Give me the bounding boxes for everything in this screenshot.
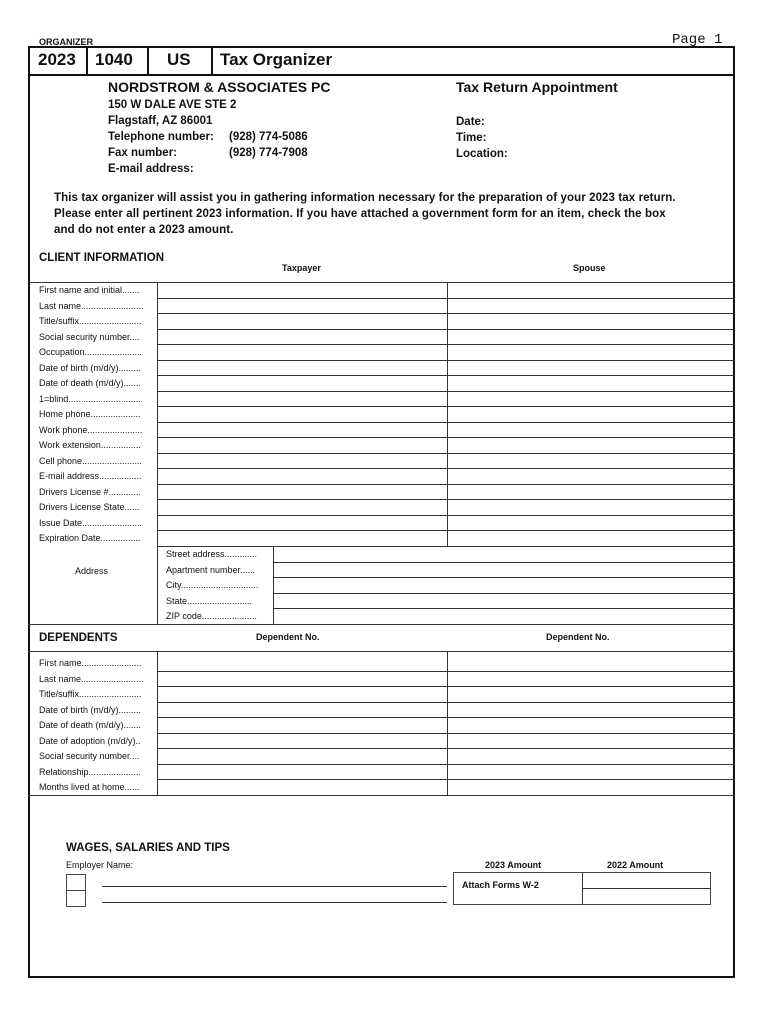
dependents-title: DEPENDENTS [39,632,118,644]
header-form: 1040 [95,50,133,69]
firm-address1: 150 W DALE AVE STE 2 [108,99,237,111]
address-field[interactable] [274,594,734,608]
client-field[interactable] [448,314,734,328]
client-row-label: E-mail address................. [39,471,142,481]
dependent-field[interactable] [448,672,734,686]
client-field[interactable] [158,314,446,328]
client-field[interactable] [448,361,734,375]
client-field[interactable] [448,423,734,437]
address-field[interactable] [274,563,734,577]
client-row-label: Social security number.... [39,331,140,342]
client-row-label: 1=blind............................. [39,393,141,404]
dependent-field[interactable] [448,765,734,779]
client-field[interactable] [448,500,734,514]
client-field[interactable] [158,531,446,545]
client-field[interactable] [448,531,734,545]
client-field[interactable] [448,438,734,452]
client-field[interactable] [448,485,734,499]
taxpayer-header: Taxpayer [282,263,321,273]
client-field[interactable] [448,283,734,297]
address-row-label: City............................... [166,580,259,590]
employer-line-2[interactable] [102,902,447,903]
client-label-column [39,283,144,547]
dependent-field[interactable] [158,780,446,794]
dependent-field[interactable] [158,718,446,732]
dependent-row-label: Last name......................... [39,673,144,684]
address-row-label: State.......................... [166,595,253,606]
page-number: Page 1 [672,32,723,48]
client-field[interactable] [448,469,734,483]
dependent-field[interactable] [448,734,734,748]
dependent-col2-header: Dependent No. [546,632,610,642]
client-field[interactable] [448,454,734,468]
wage-amount-box [453,872,711,905]
client-field[interactable] [158,283,446,297]
client-row-label: Expiration Date................ [39,533,141,543]
client-field[interactable] [448,299,734,313]
employer-line-1[interactable] [102,886,447,887]
wage-checkbox-2[interactable] [66,890,86,907]
telephone-label: Telephone number: [108,131,214,143]
client-field[interactable] [158,392,446,406]
firm-address2: Flagstaff, AZ 86001 [108,115,213,127]
client-field[interactable] [158,516,446,530]
client-field[interactable] [448,407,734,421]
wage-checkbox-1[interactable] [66,874,86,891]
address-label-column [166,547,258,625]
client-field[interactable] [158,361,446,375]
client-row-label: Drivers License #............. [39,486,142,497]
dependent-row-label: Months lived at home...... [39,782,140,792]
dependent-field[interactable] [158,672,446,686]
client-field[interactable] [448,392,734,406]
employer-label: Employer Name: [66,860,134,870]
dependent-row-label: Date of adoption (m/d/y).. [39,735,141,746]
address-field[interactable] [274,578,734,592]
client-row-label: Occupation....................... [39,347,143,357]
client-row-label: Issue Date........................ [39,517,143,528]
dependent-field[interactable] [158,765,446,779]
appointment-time: Time: [456,132,487,144]
dependent-field[interactable] [448,703,734,717]
dependent-field[interactable] [158,749,446,763]
dependent-field[interactable] [448,749,734,763]
dependent-field[interactable] [448,780,734,794]
dependent-field[interactable] [158,703,446,717]
client-row-label: Date of birth (m/d/y)......... [39,362,142,373]
dependent-row-label: Title/suffix......................... [39,689,142,699]
dependent-row-label: First name........................ [39,658,142,668]
appointment-fields [456,114,508,162]
header-country: US [167,50,191,69]
address-row-label: ZIP code...................... [166,611,257,621]
dependent-row-label: Social security number.... [39,751,140,761]
client-row-label: First name and initial....... [39,285,140,295]
client-field[interactable] [158,330,446,344]
organizer-label: ORGANIZER [39,37,93,47]
client-row-label: Title/suffix......................... [39,316,142,326]
client-field[interactable] [158,469,446,483]
dependent-field[interactable] [448,687,734,701]
dependent-field[interactable] [448,718,734,732]
dependent-row-label: Relationship..................... [39,766,142,777]
client-row-label: Work phone...................... [39,424,143,435]
client-field[interactable] [158,299,446,313]
intro-text [54,190,676,238]
client-row-label: Cell phone........................ [39,455,143,466]
address-field[interactable] [274,547,734,561]
dependent-field[interactable] [158,734,446,748]
client-field[interactable] [158,485,446,499]
address-label: Address [75,566,109,576]
client-row-label: Work extension................ [39,440,141,450]
attach-w2-label: Attach Forms W-2 [462,880,539,890]
client-field[interactable] [158,438,446,452]
client-row-label: Last name......................... [39,300,144,311]
dependent-field[interactable] [448,656,734,670]
header-year: 2023 [38,50,76,69]
dependent-col1-header: Dependent No. [256,632,320,642]
header-title: Tax Organizer [220,50,333,69]
appointment-title: Tax Return Appointment [456,79,618,95]
intro-line2: Please enter all pertinent 2023 information. If you have attached a government form for an item, check the box [54,208,666,220]
client-field[interactable] [448,330,734,344]
spouse-header: Spouse [573,263,606,273]
fax-label: Fax number: [108,147,178,159]
dependent-row-label: Date of birth (m/d/y)......... [39,704,142,715]
email-label: E-mail address: [108,163,194,175]
client-field[interactable] [158,407,446,421]
client-field[interactable] [158,500,446,514]
client-row-label: Drivers License State...... [39,502,140,512]
amount-2022-header: 2022 Amount [607,860,664,870]
intro-line3: and do not enter a 2023 amount. [54,224,234,236]
wages-title: WAGES, SALARIES AND TIPS [66,842,230,854]
appointment-date: Date: [456,116,485,128]
client-row-label: Home phone.................... [39,409,141,419]
dependent-label-column [39,656,144,796]
client-field[interactable] [448,345,734,359]
address-row-label: Street address............. [166,549,258,559]
firm-name: NORDSTROM & ASSOCIATES PC [108,79,331,95]
dependent-row-label: Date of death (m/d/y)....... [39,720,142,730]
client-field[interactable] [158,454,446,468]
appointment-location: Location: [456,148,508,160]
address-field[interactable] [274,609,734,623]
telephone-value: (928) 774-5086 [229,131,308,143]
firm-info [108,97,308,177]
client-title: CLIENT INFORMATION [39,252,164,264]
client-field[interactable] [448,376,734,390]
amount-2023-header: 2023 Amount [485,860,542,870]
address-row-label: Apartment number...... [166,564,256,575]
intro-line1: This tax organizer will assist you in gathering information necessary for the preparation of your 2023 tax return. [54,192,676,204]
client-field[interactable] [158,345,446,359]
dependent-field[interactable] [158,687,446,701]
fax-value: (928) 774-7908 [229,147,308,159]
dependent-field[interactable] [158,656,446,670]
client-field[interactable] [448,516,734,530]
client-field[interactable] [158,376,446,390]
client-field[interactable] [158,423,446,437]
client-row-label: Date of death (m/d/y)....... [39,378,142,388]
